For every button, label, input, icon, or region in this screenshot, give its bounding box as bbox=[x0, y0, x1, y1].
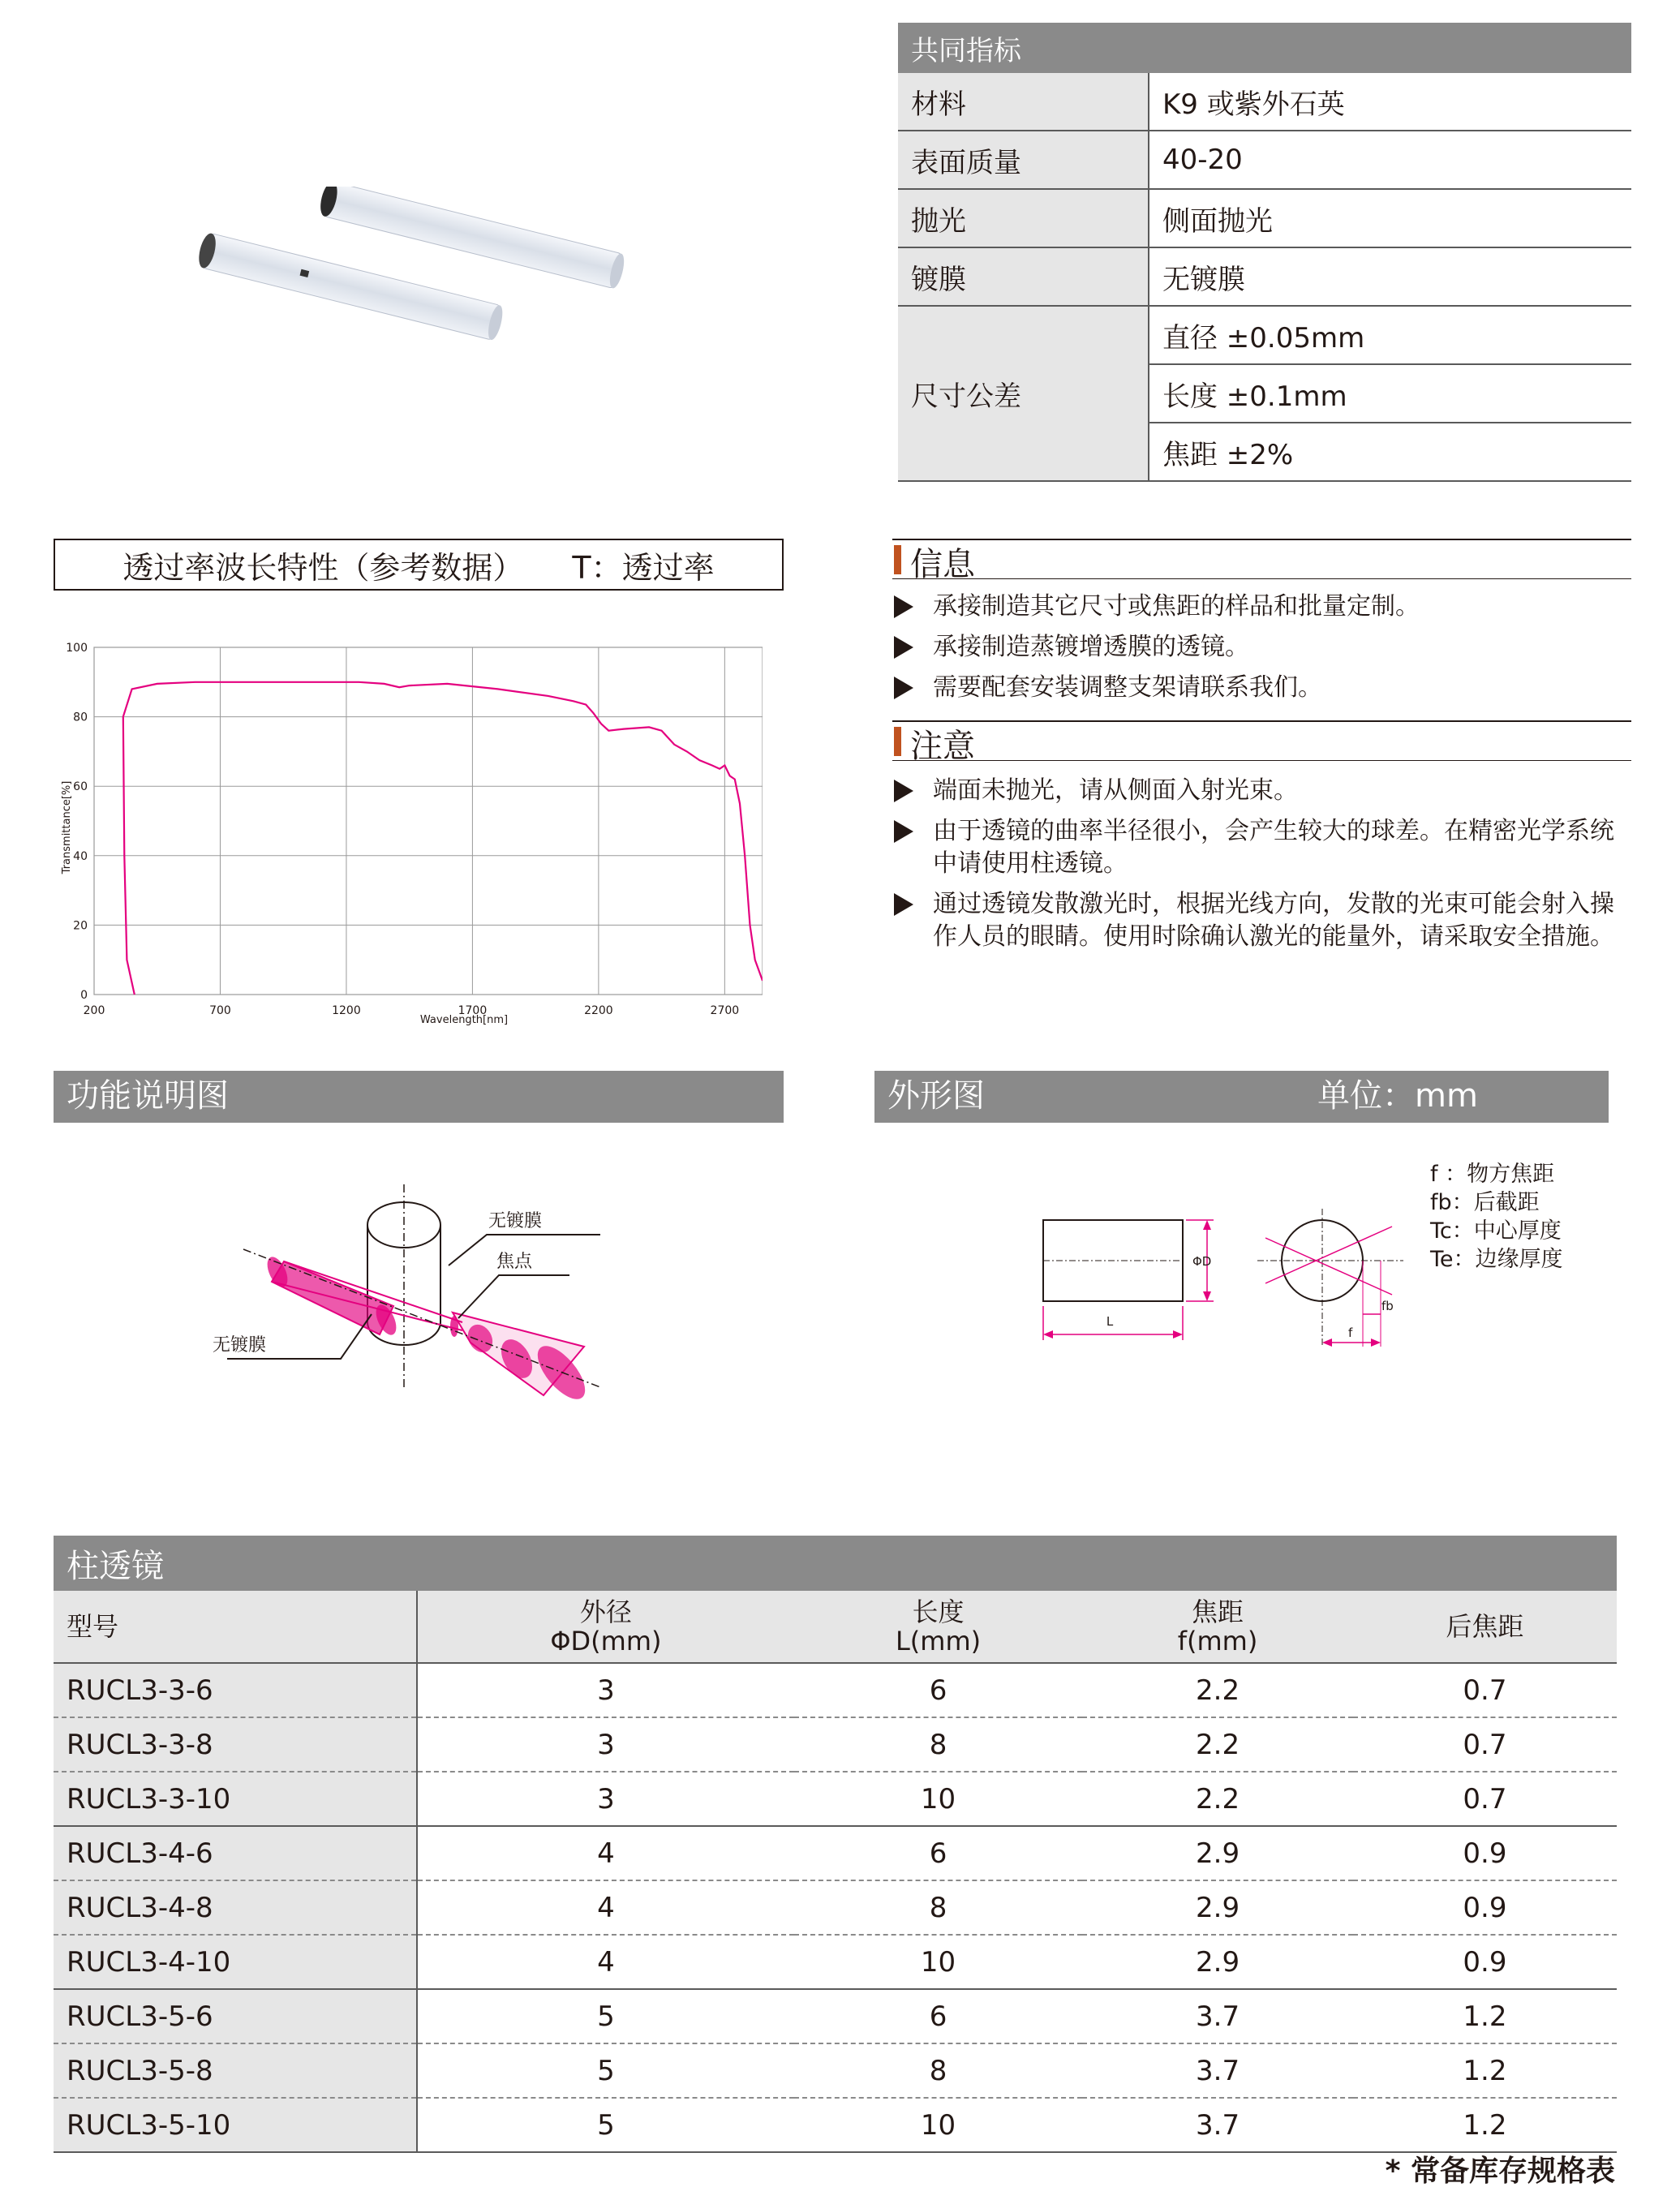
value-cell: 6 bbox=[794, 1663, 1082, 1717]
list-item bbox=[892, 815, 1631, 880]
table-row bbox=[54, 1989, 1617, 2043]
value-cell: 0.9 bbox=[1353, 1826, 1617, 1880]
spec-header: 共同指标 bbox=[898, 23, 1631, 73]
value-cell: 3.7 bbox=[1082, 1989, 1353, 2043]
notice-item-text: 通过透镜发散激光时，根据光线方向，发散的光束可能会射入操作人员的眼睛。使用时除确认激光的能量外，请采取安全措施。 bbox=[933, 890, 1614, 951]
table-row bbox=[54, 1826, 1617, 1880]
spec-label: 镀膜 bbox=[898, 247, 1149, 306]
spec-row bbox=[898, 131, 1631, 189]
value-cell: 3 bbox=[417, 1717, 794, 1772]
function-section-header: 功能说明图 bbox=[54, 1071, 784, 1123]
focus-label: 焦点 bbox=[496, 1252, 533, 1272]
value-cell: 2.2 bbox=[1082, 1772, 1353, 1826]
footnote: * 常备库存规格表 bbox=[1385, 2155, 1615, 2188]
spec-row bbox=[898, 189, 1631, 247]
value-cell: 6 bbox=[794, 1989, 1082, 2043]
spec-row bbox=[898, 73, 1631, 131]
table-row bbox=[54, 1717, 1617, 1772]
chart-title-box bbox=[54, 539, 784, 591]
value-cell: 2.9 bbox=[1082, 1935, 1353, 1989]
list-item bbox=[892, 591, 1631, 623]
triangle-bullet-icon bbox=[894, 780, 913, 802]
spec-value: K9 或紫外石英 bbox=[1149, 73, 1631, 131]
model-cell: RUCL3-5-6 bbox=[54, 1989, 417, 2043]
notice-title: 注意 bbox=[910, 728, 975, 765]
x-tick-label: 2200 bbox=[584, 1004, 613, 1017]
table-row bbox=[54, 2043, 1617, 2098]
value-cell: 8 bbox=[794, 2043, 1082, 2098]
value-cell: 2.2 bbox=[1082, 1663, 1353, 1717]
value-cell: 10 bbox=[794, 1772, 1082, 1826]
section-marker bbox=[894, 727, 901, 756]
model-cell: RUCL3-4-6 bbox=[54, 1826, 417, 1880]
spec-label: 抛光 bbox=[898, 189, 1149, 247]
list-item bbox=[892, 775, 1631, 807]
value-cell: 4 bbox=[417, 1880, 794, 1935]
value-cell: 5 bbox=[417, 1989, 794, 2043]
spec-value: 无镀膜 bbox=[1149, 247, 1631, 306]
value-cell: 3 bbox=[417, 1663, 794, 1717]
chart-series-line bbox=[123, 682, 763, 995]
shape-legend bbox=[1430, 1160, 1563, 1274]
chart-xlabel: Wavelength[nm] bbox=[419, 1014, 509, 1026]
y-tick-label: 100 bbox=[66, 642, 88, 655]
model-cell: RUCL3-4-8 bbox=[54, 1880, 417, 1935]
shape-section-header bbox=[874, 1071, 1609, 1123]
value-cell: 3 bbox=[417, 1772, 794, 1826]
x-tick-label: 1200 bbox=[332, 1004, 361, 1017]
coat-left-label: 无镀膜 bbox=[213, 1335, 267, 1356]
triangle-bullet-icon bbox=[894, 677, 913, 699]
value-cell: 0.7 bbox=[1353, 1717, 1617, 1772]
spec-label: 材料 bbox=[898, 73, 1149, 131]
value-cell: 2.9 bbox=[1082, 1826, 1353, 1880]
length-label: L bbox=[1106, 1314, 1114, 1329]
y-tick-label: 80 bbox=[73, 711, 88, 724]
value-cell: 4 bbox=[417, 1935, 794, 1989]
column-header: 外径 ΦD(mm) bbox=[417, 1591, 794, 1663]
spec-row bbox=[898, 306, 1631, 364]
triangle-bullet-icon bbox=[894, 595, 913, 618]
x-tick-label: 200 bbox=[83, 1004, 105, 1017]
value-cell: 6 bbox=[794, 1826, 1082, 1880]
chart-grid bbox=[94, 647, 763, 995]
diameter-label: ΦD bbox=[1192, 1254, 1212, 1269]
chart-ticks bbox=[66, 642, 739, 1017]
chart-ylabel: Transmittance[%] bbox=[61, 780, 73, 874]
model-cell: RUCL3-3-8 bbox=[54, 1717, 417, 1772]
function-diagram bbox=[195, 1152, 649, 1420]
chart-title: 透过率波长特性（参考数据） bbox=[122, 549, 524, 586]
value-cell: 1.2 bbox=[1353, 2098, 1617, 2152]
transmittance-chart bbox=[49, 633, 763, 1038]
model-cell: RUCL3-4-10 bbox=[54, 1935, 417, 1989]
value-cell: 8 bbox=[794, 1717, 1082, 1772]
value-cell: 5 bbox=[417, 2043, 794, 2098]
legend-item: Te：边缘厚度 bbox=[1430, 1247, 1563, 1272]
model-cell: RUCL3-3-6 bbox=[54, 1663, 417, 1717]
value-cell: 4 bbox=[417, 1826, 794, 1880]
info-list bbox=[892, 591, 1631, 712]
section-marker bbox=[894, 545, 901, 574]
column-header: 型号 bbox=[54, 1591, 417, 1663]
column-header: 焦距 f(mm) bbox=[1082, 1591, 1353, 1663]
triangle-bullet-icon bbox=[894, 636, 913, 659]
shape-section-unit: 单位：mm bbox=[1317, 1077, 1478, 1115]
value-cell: 8 bbox=[794, 1880, 1082, 1935]
value-cell: 3.7 bbox=[1082, 2043, 1353, 2098]
model-cell: RUCL3-5-10 bbox=[54, 2098, 417, 2152]
notice-list bbox=[892, 775, 1631, 961]
spec-value: 侧面抛光 bbox=[1149, 189, 1631, 247]
x-tick-label: 2700 bbox=[710, 1004, 740, 1017]
coat-top-label: 无镀膜 bbox=[488, 1211, 543, 1231]
f-label: f bbox=[1348, 1326, 1353, 1340]
spec-label: 尺寸公差 bbox=[898, 306, 1149, 481]
value-cell: 1.2 bbox=[1353, 1989, 1617, 2043]
info-item-text: 承接制造蒸镀增透膜的透镜。 bbox=[933, 633, 1249, 661]
spec-value: 直径 ±0.05mm bbox=[1149, 306, 1631, 364]
y-tick-label: 0 bbox=[80, 989, 88, 1002]
spec-value: 40-20 bbox=[1149, 131, 1631, 189]
value-cell: 0.7 bbox=[1353, 1663, 1617, 1717]
spec-value: 焦距 ±2% bbox=[1149, 423, 1631, 481]
table-row bbox=[54, 2098, 1617, 2152]
value-cell: 2.9 bbox=[1082, 1880, 1353, 1935]
model-cell: RUCL3-5-8 bbox=[54, 2043, 417, 2098]
list-item bbox=[892, 888, 1631, 953]
y-tick-label: 60 bbox=[73, 780, 88, 794]
value-cell: 10 bbox=[794, 1935, 1082, 1989]
info-item-text: 承接制造其它尺寸或焦距的样品和批量定制。 bbox=[933, 592, 1420, 621]
table-row bbox=[54, 1935, 1617, 1989]
common-spec-table bbox=[898, 23, 1631, 482]
notice-item-text: 端面未抛光，请从侧面入射光束。 bbox=[933, 776, 1298, 805]
y-tick-label: 20 bbox=[73, 919, 88, 933]
chart-subtitle: T：透过率 bbox=[572, 549, 715, 586]
notice-item-text: 由于透镜的曲率半径很小，会产生较大的球差。在精密光学系统中请使用柱透镜。 bbox=[933, 817, 1614, 878]
info-item-text: 需要配套安装调整支架请联系我们。 bbox=[933, 673, 1322, 702]
table-row bbox=[54, 1880, 1617, 1935]
x-tick-label: 1700 bbox=[458, 1004, 488, 1017]
triangle-bullet-icon bbox=[894, 893, 913, 916]
list-item bbox=[892, 672, 1631, 704]
fb-label: fb bbox=[1381, 1299, 1394, 1313]
value-cell: 3.7 bbox=[1082, 2098, 1353, 2152]
shape-diagram bbox=[1030, 1160, 1436, 1379]
info-title: 信息 bbox=[910, 546, 975, 583]
x-tick-label: 700 bbox=[209, 1004, 231, 1017]
product-table bbox=[54, 1536, 1617, 2153]
value-cell: 0.9 bbox=[1353, 1935, 1617, 1989]
legend-item: Tc：中心厚度 bbox=[1430, 1218, 1562, 1244]
spec-label: 表面质量 bbox=[898, 131, 1149, 189]
value-cell: 0.7 bbox=[1353, 1772, 1617, 1826]
spec-value: 长度 ±0.1mm bbox=[1149, 364, 1631, 423]
value-cell: 2.2 bbox=[1082, 1717, 1353, 1772]
spec-row bbox=[898, 247, 1631, 306]
column-header: 长度 L(mm) bbox=[794, 1591, 1082, 1663]
product-table-caption: 柱透镜 bbox=[54, 1536, 1617, 1591]
table-row bbox=[54, 1772, 1617, 1826]
value-cell: 5 bbox=[417, 2098, 794, 2152]
product-photo bbox=[187, 187, 641, 389]
table-row bbox=[54, 1663, 1617, 1717]
list-item bbox=[892, 631, 1631, 664]
value-cell: 10 bbox=[794, 2098, 1082, 2152]
notice-header bbox=[892, 720, 1631, 765]
chart-frame bbox=[94, 647, 763, 995]
model-cell: RUCL3-3-10 bbox=[54, 1772, 417, 1826]
info-header bbox=[892, 539, 1631, 583]
y-tick-label: 40 bbox=[73, 849, 88, 863]
legend-item: fb：后截距 bbox=[1430, 1190, 1540, 1215]
triangle-bullet-icon bbox=[894, 820, 913, 843]
value-cell: 1.2 bbox=[1353, 2043, 1617, 2098]
shape-section-title: 外形图 bbox=[887, 1077, 985, 1115]
legend-item: f ：物方焦距 bbox=[1430, 1162, 1555, 1187]
value-cell: 0.9 bbox=[1353, 1880, 1617, 1935]
column-header: 后焦距 bbox=[1353, 1591, 1617, 1663]
